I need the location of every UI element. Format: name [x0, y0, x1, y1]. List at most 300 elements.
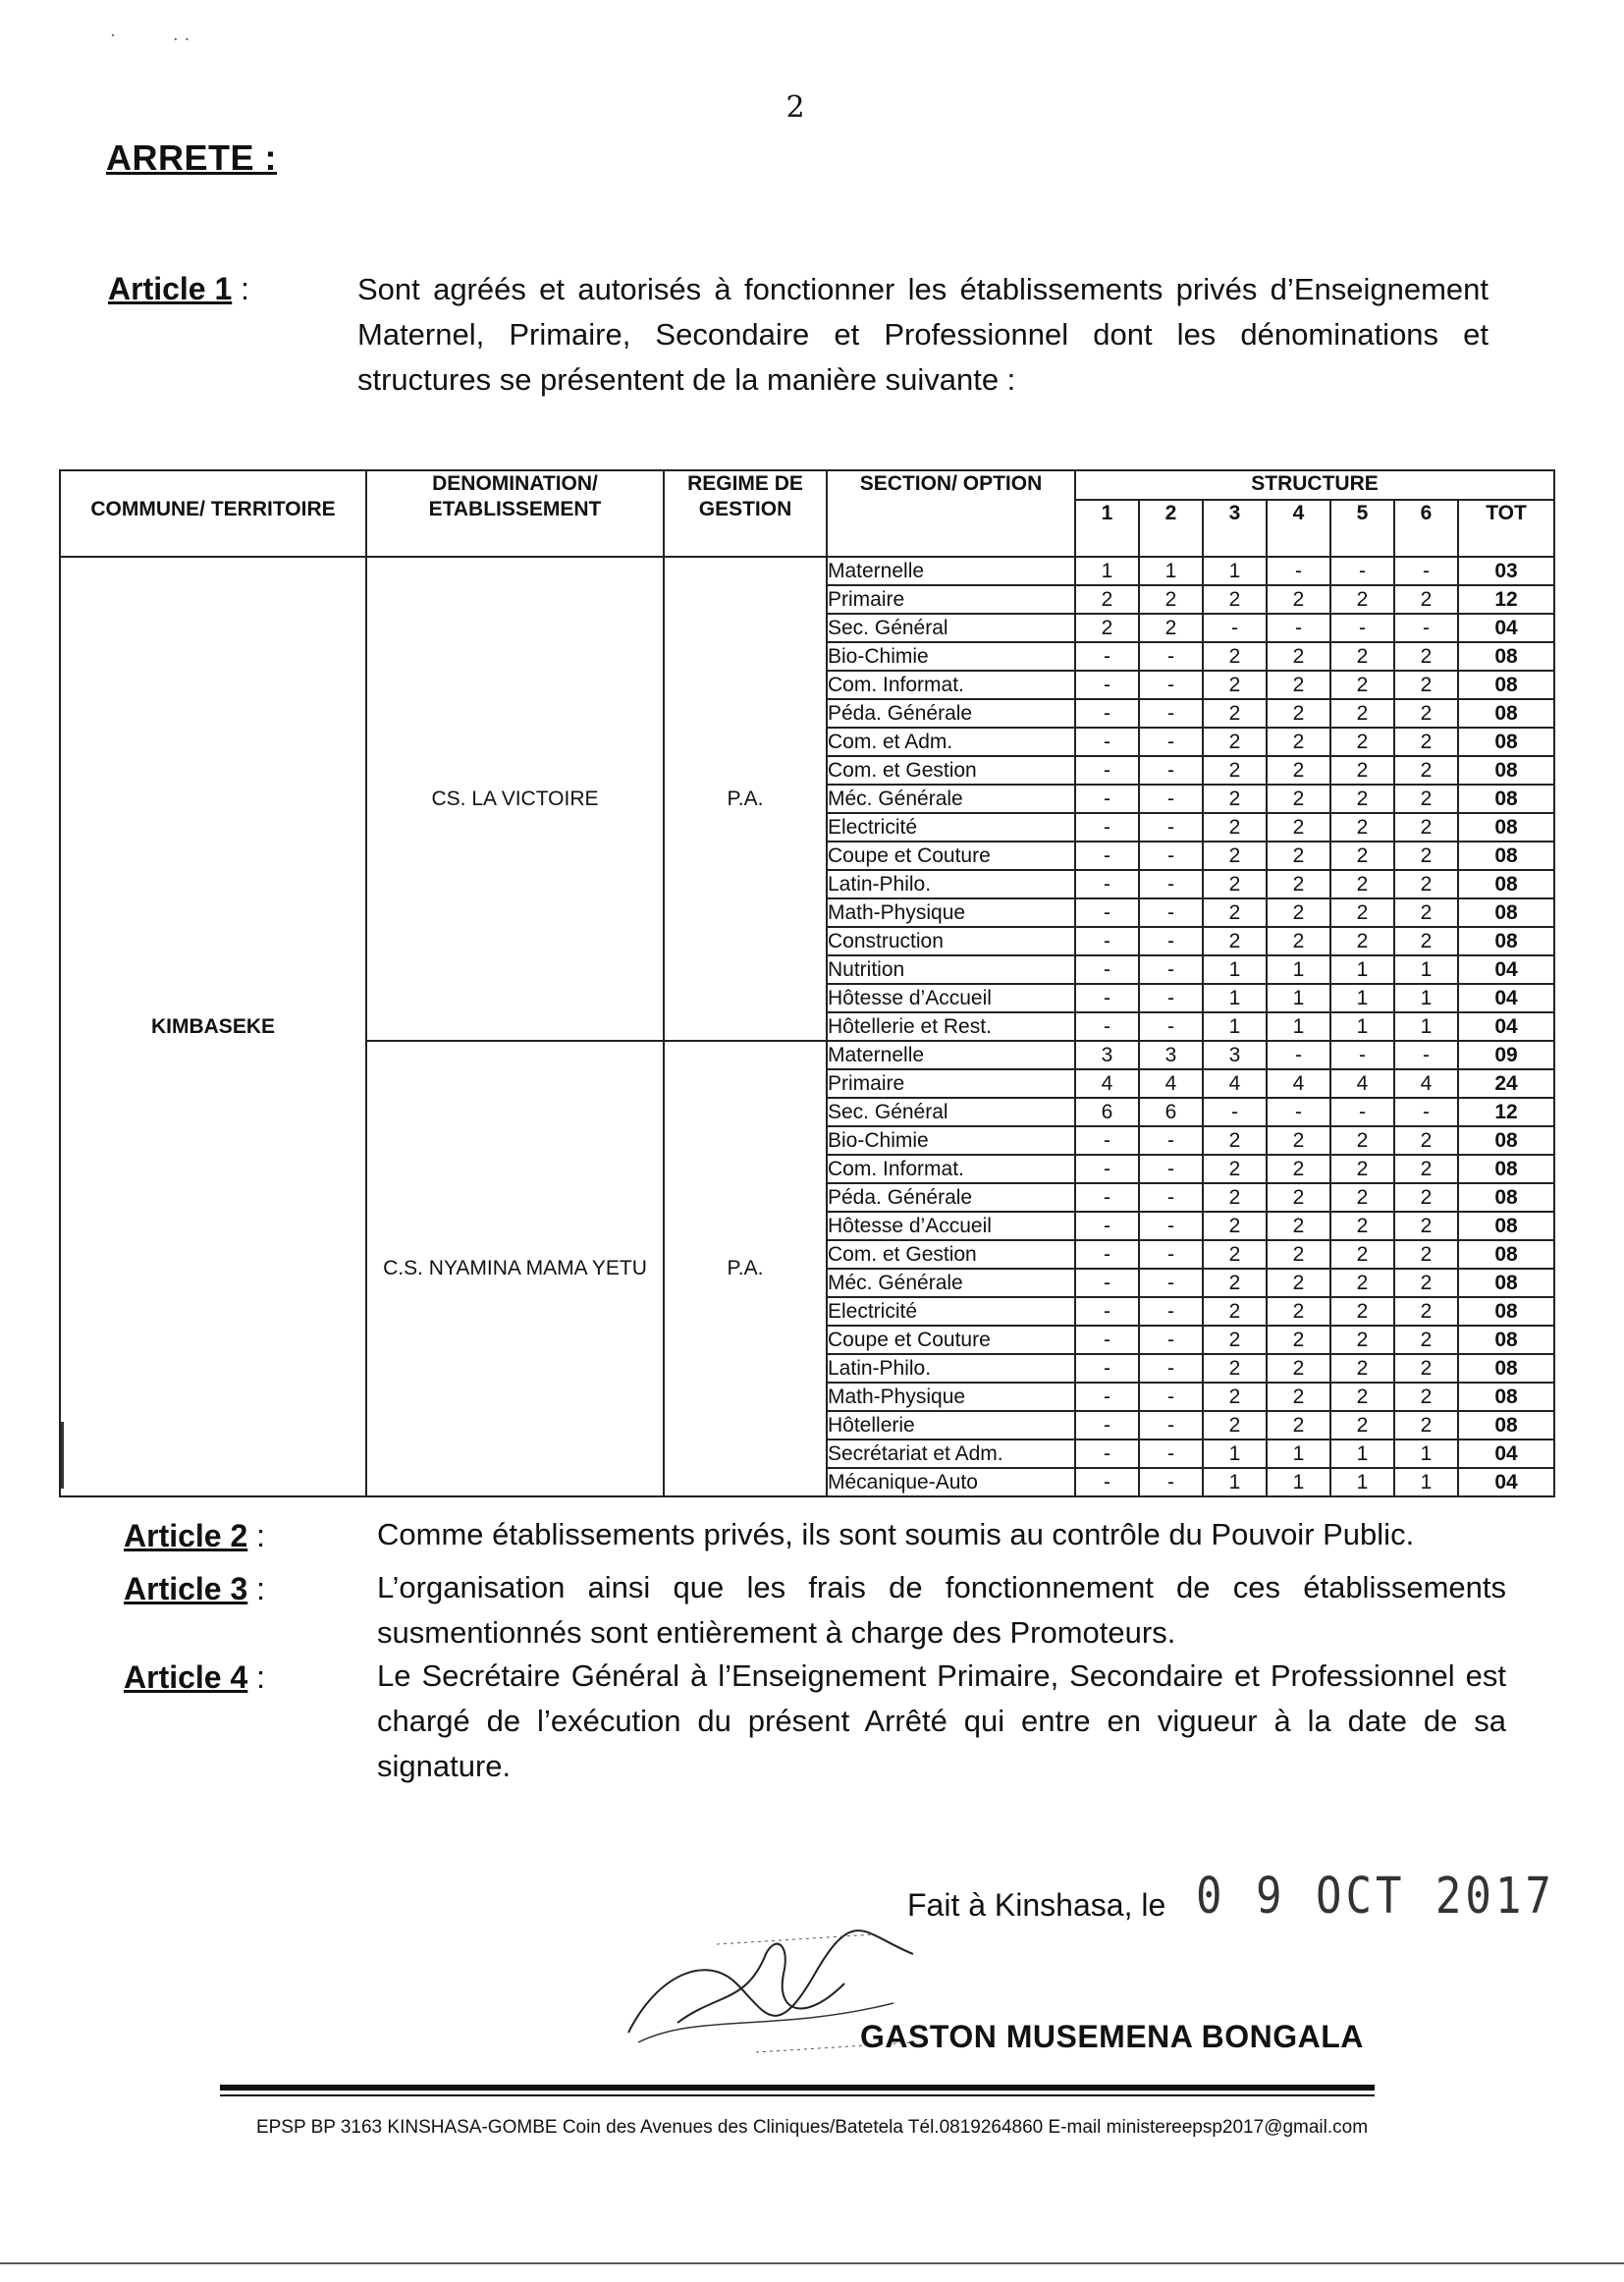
year-1-cell: 2 [1075, 614, 1139, 642]
year-6-cell: 2 [1394, 728, 1458, 756]
option-cell: Méc. Générale [827, 1269, 1075, 1297]
year-5-cell: 2 [1330, 813, 1394, 842]
year-4-cell: 1 [1267, 984, 1330, 1012]
year-3-cell: - [1203, 614, 1267, 642]
year-3-cell: - [1203, 1098, 1267, 1126]
total-cell: 12 [1458, 1098, 1554, 1126]
year-5-cell: 2 [1330, 671, 1394, 699]
year-1-cell: - [1075, 728, 1139, 756]
year-6-cell: 2 [1394, 813, 1458, 842]
year-5-cell: 2 [1330, 1411, 1394, 1440]
arrete-title: ARRETE : [106, 137, 277, 178]
year-2-cell: 2 [1139, 585, 1203, 614]
footer-rule-thick [220, 2085, 1375, 2091]
year-2-cell: 4 [1139, 1069, 1203, 1098]
option-cell: Maternelle [827, 557, 1075, 585]
header-denomination-text: DENOMINATION/ ETABLISSEMENT [428, 472, 602, 520]
commune-cell: KIMBASEKE [60, 557, 366, 1496]
year-5-cell: 2 [1330, 585, 1394, 614]
year-2-cell: 3 [1139, 1041, 1203, 1069]
year-6-cell: 2 [1394, 1297, 1458, 1326]
year-2-cell: - [1139, 1411, 1203, 1440]
option-cell: Com. Informat. [827, 1155, 1075, 1183]
option-cell: Com. et Gestion [827, 756, 1075, 785]
year-1-cell: - [1075, 927, 1139, 955]
header-regime [664, 470, 827, 557]
year-4-cell: - [1267, 1041, 1330, 1069]
total-cell: 08 [1458, 1269, 1554, 1297]
article-4-text: Le Secrétaire Général à l’Enseignement Primaire, Secondaire et Professionnel est chargé de l’exécution du présent Arrêté qui entre en vigueur à la date de sa signature. [377, 1658, 1506, 1783]
total-cell: 08 [1458, 1297, 1554, 1326]
header-total: TOT [1458, 500, 1554, 557]
regime-cell: P.A. [664, 1041, 827, 1496]
option-cell: Sec. Général [827, 1098, 1075, 1126]
year-3-cell: 2 [1203, 1269, 1267, 1297]
scan-margin-mark [61, 1422, 64, 1489]
option-cell: Primaire [827, 1069, 1075, 1098]
total-cell: 04 [1458, 614, 1554, 642]
year-4-cell: 2 [1267, 1411, 1330, 1440]
year-1-cell: - [1075, 842, 1139, 870]
year-1-cell: - [1075, 1354, 1139, 1383]
header-year-2: 2 [1139, 500, 1203, 557]
year-4-cell: 2 [1267, 585, 1330, 614]
article-3-heading: Article 3 [124, 1571, 248, 1606]
year-3-cell: 2 [1203, 699, 1267, 728]
table-row [60, 557, 1554, 585]
year-4-cell: 2 [1267, 699, 1330, 728]
year-4-cell: 2 [1267, 728, 1330, 756]
year-6-cell: - [1394, 1041, 1458, 1069]
option-cell: Com. Informat. [827, 671, 1075, 699]
option-cell: Com. et Adm. [827, 728, 1075, 756]
year-5-cell: 2 [1330, 1126, 1394, 1155]
year-2-cell: - [1139, 984, 1203, 1012]
option-cell: Hôtesse d’Accueil [827, 984, 1075, 1012]
year-3-cell: 2 [1203, 756, 1267, 785]
year-6-cell: 2 [1394, 585, 1458, 614]
year-6-cell: 2 [1394, 642, 1458, 671]
year-6-cell: - [1394, 614, 1458, 642]
footer-address: EPSP BP 3163 KINSHASA-GOMBE Coin des Avenues des Cliniques/Batetela Tél.0819264860 E-mail ministereepsp2017@gmail.com [255, 2117, 1369, 2138]
year-6-cell: 2 [1394, 1383, 1458, 1411]
year-2-cell: - [1139, 955, 1203, 984]
year-2-cell: - [1139, 1326, 1203, 1354]
year-4-cell: - [1267, 557, 1330, 585]
year-3-cell: 2 [1203, 1326, 1267, 1354]
total-cell: 08 [1458, 1212, 1554, 1240]
total-cell: 08 [1458, 898, 1554, 927]
year-5-cell: - [1330, 557, 1394, 585]
year-5-cell: 2 [1330, 842, 1394, 870]
year-2-cell: - [1139, 699, 1203, 728]
option-cell: Com. et Gestion [827, 1240, 1075, 1269]
article-3-text: L’organisation ainsi que les frais de fonctionnement de ces établissements susmentionnés sont entièrement à charge des Promoteurs. [377, 1570, 1506, 1650]
year-1-cell: - [1075, 699, 1139, 728]
option-cell: Hôtellerie et Rest. [827, 1012, 1075, 1041]
year-5-cell: - [1330, 1041, 1394, 1069]
page-bottom-line [0, 2262, 1624, 2264]
year-1-cell: - [1075, 1183, 1139, 1212]
total-cell: 08 [1458, 671, 1554, 699]
page-number: 2 [785, 90, 805, 125]
article-4-label: Article 4 : [124, 1659, 266, 1695]
year-5-cell: 2 [1330, 642, 1394, 671]
year-2-cell: - [1139, 813, 1203, 842]
article-1-text: Sont agréés et autorisés à fonctionner les établissements privés d’Enseignement Maternel, Primaire, Secondaire et Professionnel dont les dénominations et structures se présentent de la manière suivante : [357, 272, 1489, 397]
year-5-cell: - [1330, 1098, 1394, 1126]
year-2-cell: - [1139, 1240, 1203, 1269]
year-3-cell: 2 [1203, 1155, 1267, 1183]
option-cell: Electricité [827, 1297, 1075, 1326]
year-4-cell: 2 [1267, 671, 1330, 699]
year-2-cell: - [1139, 756, 1203, 785]
year-5-cell: 2 [1330, 1326, 1394, 1354]
year-4-cell: 2 [1267, 1126, 1330, 1155]
year-5-cell: 2 [1330, 1269, 1394, 1297]
total-cell: 08 [1458, 1126, 1554, 1155]
year-1-cell: - [1075, 671, 1139, 699]
year-1-cell: - [1075, 756, 1139, 785]
year-1-cell: - [1075, 813, 1139, 842]
year-6-cell: - [1394, 557, 1458, 585]
header-year-1: 1 [1075, 500, 1139, 557]
year-1-cell: 1 [1075, 557, 1139, 585]
year-1-cell: - [1075, 1240, 1139, 1269]
year-3-cell: 2 [1203, 1411, 1267, 1440]
total-cell: 08 [1458, 728, 1554, 756]
year-3-cell: 2 [1203, 1240, 1267, 1269]
option-cell: Latin-Philo. [827, 1354, 1075, 1383]
year-3-cell: 2 [1203, 642, 1267, 671]
year-6-cell: 1 [1394, 1468, 1458, 1496]
year-5-cell: 2 [1330, 927, 1394, 955]
year-4-cell: 1 [1267, 1440, 1330, 1468]
total-cell: 03 [1458, 557, 1554, 585]
total-cell: 08 [1458, 1326, 1554, 1354]
option-cell: Maternelle [827, 1041, 1075, 1069]
year-4-cell: 4 [1267, 1069, 1330, 1098]
year-1-cell: - [1075, 1297, 1139, 1326]
signatory-name: GASTON MUSEMENA BONGALA [860, 2019, 1364, 2054]
option-cell: Hôtellerie [827, 1411, 1075, 1440]
total-cell: 08 [1458, 699, 1554, 728]
year-1-cell: - [1075, 785, 1139, 813]
total-cell: 12 [1458, 585, 1554, 614]
year-5-cell: 1 [1330, 984, 1394, 1012]
year-3-cell: 1 [1203, 557, 1267, 585]
year-1-cell: 3 [1075, 1041, 1139, 1069]
year-3-cell: 1 [1203, 1440, 1267, 1468]
year-3-cell: 2 [1203, 728, 1267, 756]
year-1-cell: - [1075, 1212, 1139, 1240]
year-4-cell: - [1267, 614, 1330, 642]
year-6-cell: 2 [1394, 1411, 1458, 1440]
article-4-heading: Article 4 [124, 1659, 248, 1695]
year-3-cell: 2 [1203, 585, 1267, 614]
year-6-cell: 2 [1394, 870, 1458, 898]
year-4-cell: 2 [1267, 1212, 1330, 1240]
year-3-cell: 4 [1203, 1069, 1267, 1098]
year-3-cell: 2 [1203, 671, 1267, 699]
year-4-cell: 2 [1267, 898, 1330, 927]
year-5-cell: 2 [1330, 1383, 1394, 1411]
year-4-cell: - [1267, 1098, 1330, 1126]
total-cell: 04 [1458, 955, 1554, 984]
year-3-cell: 1 [1203, 955, 1267, 984]
year-4-cell: 2 [1267, 756, 1330, 785]
year-4-cell: 2 [1267, 927, 1330, 955]
year-6-cell: 2 [1394, 785, 1458, 813]
year-1-cell: 4 [1075, 1069, 1139, 1098]
year-4-cell: 2 [1267, 1326, 1330, 1354]
year-5-cell: 2 [1330, 728, 1394, 756]
option-cell: Construction [827, 927, 1075, 955]
year-5-cell: 2 [1330, 870, 1394, 898]
structure-table-wrapper [59, 469, 1553, 1497]
year-1-cell: - [1075, 1383, 1139, 1411]
scan-speck: · [110, 26, 116, 46]
year-4-cell: 2 [1267, 1383, 1330, 1411]
year-2-cell: 6 [1139, 1098, 1203, 1126]
year-5-cell: 2 [1330, 756, 1394, 785]
year-2-cell: - [1139, 728, 1203, 756]
year-4-cell: 1 [1267, 955, 1330, 984]
year-1-cell: - [1075, 1411, 1139, 1440]
year-6-cell: 2 [1394, 842, 1458, 870]
option-cell: Hôtesse d’Accueil [827, 1212, 1075, 1240]
year-6-cell: 1 [1394, 1440, 1458, 1468]
year-3-cell: 1 [1203, 1012, 1267, 1041]
option-cell: Math-Physique [827, 898, 1075, 927]
year-1-cell: - [1075, 1126, 1139, 1155]
date-stamp: 0 9 OCT 2017 [1196, 1868, 1555, 1926]
year-2-cell: - [1139, 1383, 1203, 1411]
year-4-cell: 2 [1267, 842, 1330, 870]
year-5-cell: 1 [1330, 955, 1394, 984]
year-2-cell: - [1139, 1183, 1203, 1212]
year-5-cell: 2 [1330, 1183, 1394, 1212]
option-cell: Bio-Chimie [827, 642, 1075, 671]
total-cell: 08 [1458, 842, 1554, 870]
structure-table [59, 469, 1555, 1497]
school-name-cell: C.S. NYAMINA MAMA YETU [366, 1041, 664, 1496]
year-3-cell: 2 [1203, 1212, 1267, 1240]
year-1-cell: - [1075, 1012, 1139, 1041]
year-3-cell: 2 [1203, 1183, 1267, 1212]
year-6-cell: 4 [1394, 1069, 1458, 1098]
header-structure-text: STRUCTURE [1251, 472, 1379, 495]
school-name-cell: CS. LA VICTOIRE [366, 557, 664, 1041]
header-structure [1075, 470, 1554, 500]
option-cell: Electricité [827, 813, 1075, 842]
year-4-cell: 2 [1267, 785, 1330, 813]
year-6-cell: 2 [1394, 1354, 1458, 1383]
total-cell: 08 [1458, 1183, 1554, 1212]
year-6-cell: 2 [1394, 1126, 1458, 1155]
year-5-cell: 2 [1330, 1240, 1394, 1269]
year-2-cell: - [1139, 1212, 1203, 1240]
year-4-cell: 2 [1267, 1155, 1330, 1183]
year-2-cell: - [1139, 1155, 1203, 1183]
header-year-3: 3 [1203, 500, 1267, 557]
year-3-cell: 2 [1203, 898, 1267, 927]
article-1-heading: Article 1 [108, 271, 233, 306]
year-6-cell: 2 [1394, 1326, 1458, 1354]
year-5-cell: 4 [1330, 1069, 1394, 1098]
year-6-cell: 2 [1394, 1183, 1458, 1212]
year-1-cell: - [1075, 898, 1139, 927]
article-1-label: Article 1 : [108, 271, 250, 306]
year-3-cell: 1 [1203, 984, 1267, 1012]
year-1-cell: - [1075, 984, 1139, 1012]
table-body [60, 557, 1554, 1496]
option-cell: Nutrition [827, 955, 1075, 984]
year-1-cell: - [1075, 1269, 1139, 1297]
total-cell: 04 [1458, 1440, 1554, 1468]
year-5-cell: 2 [1330, 1212, 1394, 1240]
year-3-cell: 2 [1203, 813, 1267, 842]
scan-speck: · · [173, 29, 190, 50]
year-5-cell: 2 [1330, 1155, 1394, 1183]
header-year-4: 4 [1267, 500, 1330, 557]
year-2-cell: - [1139, 1012, 1203, 1041]
header-regime-text: REGIME DE GESTION [687, 472, 803, 520]
header-year-5: 5 [1330, 500, 1394, 557]
year-5-cell: 2 [1330, 699, 1394, 728]
year-5-cell: 1 [1330, 1468, 1394, 1496]
year-1-cell: 6 [1075, 1098, 1139, 1126]
year-1-cell: - [1075, 870, 1139, 898]
year-4-cell: 2 [1267, 1297, 1330, 1326]
year-2-cell: - [1139, 870, 1203, 898]
option-cell: Secrétariat et Adm. [827, 1440, 1075, 1468]
article-2-text: Comme établissements privés, ils sont soumis au contrôle du Pouvoir Public. [377, 1517, 1415, 1551]
year-4-cell: 2 [1267, 1240, 1330, 1269]
year-5-cell: 1 [1330, 1440, 1394, 1468]
year-3-cell: 2 [1203, 785, 1267, 813]
year-4-cell: 1 [1267, 1468, 1330, 1496]
year-2-cell: - [1139, 1354, 1203, 1383]
total-cell: 24 [1458, 1069, 1554, 1098]
total-cell: 08 [1458, 1411, 1554, 1440]
total-cell: 08 [1458, 1383, 1554, 1411]
option-cell: Coupe et Couture [827, 842, 1075, 870]
year-4-cell: 2 [1267, 1354, 1330, 1383]
article-2-heading: Article 2 [124, 1518, 248, 1553]
year-4-cell: 2 [1267, 642, 1330, 671]
year-6-cell: 1 [1394, 984, 1458, 1012]
year-3-cell: 2 [1203, 1297, 1267, 1326]
year-2-cell: - [1139, 1126, 1203, 1155]
year-4-cell: 2 [1267, 1269, 1330, 1297]
year-5-cell: 2 [1330, 1354, 1394, 1383]
year-6-cell: 2 [1394, 1240, 1458, 1269]
total-cell: 08 [1458, 642, 1554, 671]
header-section [827, 470, 1075, 557]
option-cell: Primaire [827, 585, 1075, 614]
year-2-cell: - [1139, 842, 1203, 870]
year-4-cell: 1 [1267, 1012, 1330, 1041]
year-3-cell: 1 [1203, 1468, 1267, 1496]
year-1-cell: - [1075, 1468, 1139, 1496]
year-1-cell: - [1075, 955, 1139, 984]
total-cell: 08 [1458, 1354, 1554, 1383]
year-2-cell: - [1139, 927, 1203, 955]
year-4-cell: 2 [1267, 870, 1330, 898]
year-2-cell: - [1139, 785, 1203, 813]
year-1-cell: - [1075, 642, 1139, 671]
total-cell: 08 [1458, 785, 1554, 813]
year-1-cell: - [1075, 1440, 1139, 1468]
year-2-cell: - [1139, 898, 1203, 927]
header-commune [60, 470, 366, 557]
total-cell: 08 [1458, 927, 1554, 955]
option-cell: Latin-Philo. [827, 870, 1075, 898]
year-6-cell: 2 [1394, 1155, 1458, 1183]
option-cell: Math-Physique [827, 1383, 1075, 1411]
year-6-cell: 2 [1394, 927, 1458, 955]
year-4-cell: 2 [1267, 1183, 1330, 1212]
option-cell: Mécanique-Auto [827, 1468, 1075, 1496]
year-3-cell: 2 [1203, 927, 1267, 955]
year-3-cell: 2 [1203, 1383, 1267, 1411]
year-2-cell: - [1139, 1269, 1203, 1297]
year-5-cell: - [1330, 614, 1394, 642]
option-cell: Péda. Générale [827, 699, 1075, 728]
place-date: Fait à Kinshasa, le [907, 1887, 1166, 1923]
year-2-cell: - [1139, 671, 1203, 699]
option-cell: Péda. Générale [827, 1183, 1075, 1212]
regime-cell: P.A. [664, 557, 827, 1041]
year-6-cell: 1 [1394, 955, 1458, 984]
header-section-text: SECTION/ OPTION [859, 472, 1043, 495]
header-year-6: 6 [1394, 500, 1458, 557]
year-4-cell: 2 [1267, 813, 1330, 842]
option-cell: Méc. Générale [827, 785, 1075, 813]
year-3-cell: 3 [1203, 1041, 1267, 1069]
total-cell: 09 [1458, 1041, 1554, 1069]
year-6-cell: - [1394, 1098, 1458, 1126]
total-cell: 04 [1458, 984, 1554, 1012]
year-1-cell: - [1075, 1155, 1139, 1183]
total-cell: 08 [1458, 813, 1554, 842]
table-header-row [60, 470, 1554, 500]
year-5-cell: 2 [1330, 898, 1394, 927]
year-2-cell: - [1139, 1468, 1203, 1496]
year-5-cell: 1 [1330, 1012, 1394, 1041]
year-5-cell: 2 [1330, 785, 1394, 813]
option-cell: Sec. Général [827, 614, 1075, 642]
option-cell: Coupe et Couture [827, 1326, 1075, 1354]
article-2-label: Article 2 : [124, 1518, 266, 1553]
header-commune-text: COMMUNE/ TERRITOIRE [90, 498, 336, 520]
footer-rule-thin [220, 2094, 1375, 2096]
total-cell: 08 [1458, 1155, 1554, 1183]
year-6-cell: 2 [1394, 671, 1458, 699]
year-5-cell: 2 [1330, 1297, 1394, 1326]
year-6-cell: 2 [1394, 1269, 1458, 1297]
total-cell: 08 [1458, 870, 1554, 898]
year-3-cell: 2 [1203, 870, 1267, 898]
total-cell: 08 [1458, 756, 1554, 785]
year-6-cell: 1 [1394, 1012, 1458, 1041]
year-6-cell: 2 [1394, 699, 1458, 728]
header-denomination [366, 470, 664, 557]
year-2-cell: 1 [1139, 557, 1203, 585]
option-cell: Bio-Chimie [827, 1126, 1075, 1155]
year-3-cell: 2 [1203, 1354, 1267, 1383]
